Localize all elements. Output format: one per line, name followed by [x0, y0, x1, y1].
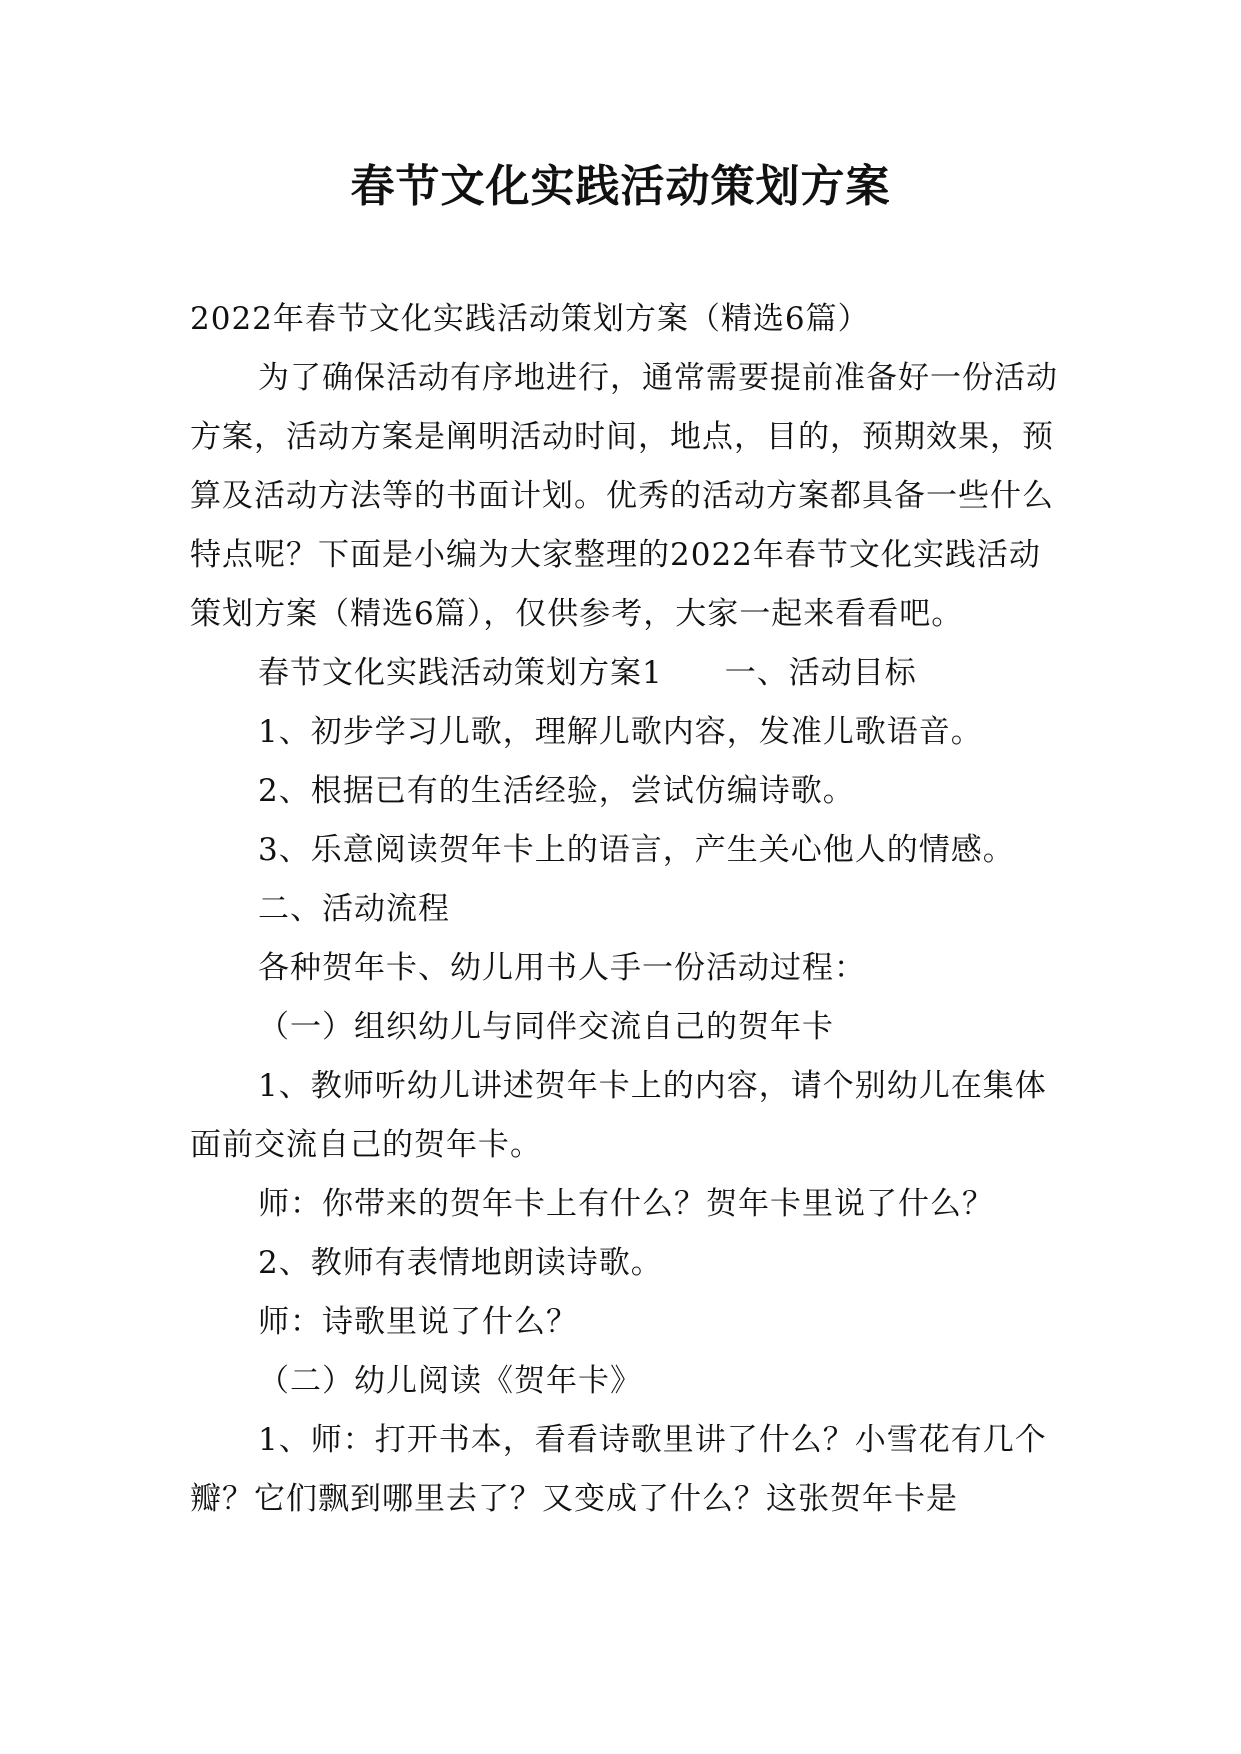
section-heading-line: [190, 644, 1060, 703]
step-item: 师：诗歌里说了什么？: [258, 1304, 578, 1340]
document-body: [190, 290, 1060, 1529]
step-item: 1、教师听幼儿讲述贺年卡上的内容，请个别幼儿在集体面前交流自己的贺年卡。: [190, 1068, 1047, 1163]
step-heading: （一）组织幼儿与同伴交流自己的贺年卡: [258, 1009, 834, 1045]
step-heading: （二）幼儿阅读《贺年卡》: [258, 1363, 642, 1399]
goal-item: 3、乐意阅读贺年卡上的语言，产生关心他人的情感。: [258, 832, 1015, 868]
goal-item: 1、初步学习儿歌，理解儿歌内容，发准儿歌语音。: [258, 714, 983, 750]
flow-heading: 二、活动流程: [258, 891, 450, 927]
step-item: 2、教师有表情地朗读诗歌。: [258, 1245, 663, 1281]
intro-paragraph: 为了确保活动有序地进行，通常需要提前准备好一份活动方案，活动方案是阐明活动时间，地点，目的，预期效果，预算及活动方法等的书面计划。优秀的活动方案都具备一些什么特点呢？下面是小编为大家整理的2022年春节文化实践活动策划方案（精选6篇），仅供参考，大家一起来看看吧。: [190, 360, 1058, 632]
section-title: 春节文化实践活动策划方案1: [258, 655, 663, 691]
materials-paragraph: 各种贺年卡、幼儿用书人手一份活动过程：: [258, 950, 866, 986]
step-item: 1、师：打开书本，看看诗歌里讲了什么？小雪花有几个瓣？它们飘到哪里去了？又变成了什么？这张贺年卡是: [190, 1422, 1047, 1517]
document-title: 春节文化实践活动策划方案: [350, 161, 891, 212]
document-subtitle: 2022年春节文化实践活动策划方案（精选6篇）: [190, 301, 870, 337]
step-item: 师：你带来的贺年卡上有什么？贺年卡里说了什么？: [258, 1186, 994, 1222]
goal-item: 2、根据已有的生活经验，尝试仿编诗歌。: [258, 773, 855, 809]
goal-heading: 一、活动目标: [724, 655, 917, 691]
